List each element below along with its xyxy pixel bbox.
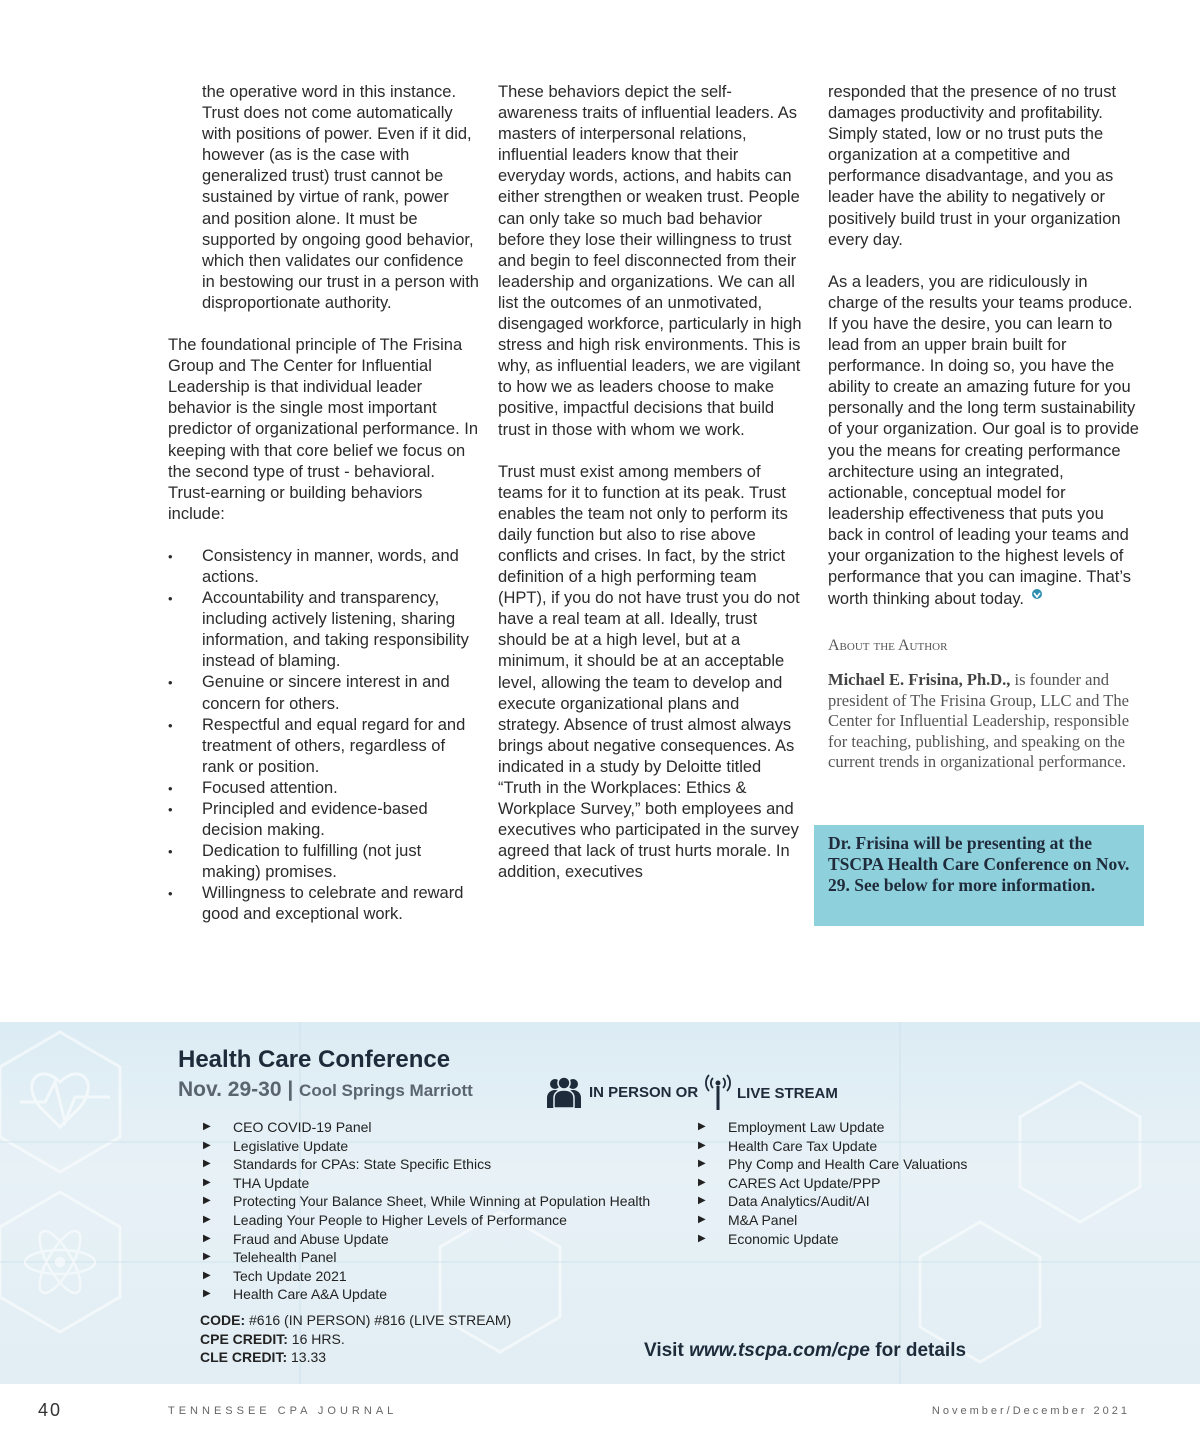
in-person-label: IN PERSON OR [589, 1083, 699, 1101]
list-item: ▶ Telehealth Panel [203, 1248, 650, 1267]
conference-date-venue [178, 1078, 473, 1102]
list-item: ▶ Legislative Update [203, 1137, 650, 1156]
list-item: ▶ Phy Comp and Health Care Valuations [698, 1155, 967, 1174]
page-footer [0, 1400, 1200, 1424]
article-paragraph: Trust must exist among members of teams for it to function at its peak. Trust enables the team not only to perform its daily function but also to rise above conflicts and crises. In fact, by the strict definition of a high performing team (HPT), if you do not have trust you do not have a real team at all. Ideally, trust should be at a high level, but at a minimum, it should be at an acceptable level, allowing the team to develop and execute organizational plans and strategy. Absence of trust almost always brings about negative consequences. As indicated in a study by Deloitte titled “Truth in the Workplaces: Ethics & Workplace Survey,” both employees and executives who participated in the survey agreed that lack of trust hurts morale. In addition, executives [498, 462, 800, 882]
article-column-2 [498, 82, 803, 883]
heart-monitor-icon [20, 1074, 110, 1127]
course-codes [200, 1311, 511, 1367]
list-item: ▶ Data Analytics/Audit/AI [698, 1192, 967, 1211]
list-item: ▶ THA Update [203, 1174, 650, 1193]
cle-credit-line: CLE CREDIT: 13.33 [200, 1349, 327, 1366]
code-line: CODE: #616 (IN PERSON) #816 (LIVE STREAM) [200, 1312, 512, 1328]
closing-text: As a leaders, you are ridiculously in charge of the results your teams produce. If you have the desire, you can learn to lead from an upper brain built for performance. In doing so, you have the ability to create an amazing future for you personally and the long term sustainability of your organization. Our goal is to provide you the means for creating performance architecture using an integrated, actionable, conceptual model for leadership effectiveness that puts you back in control of leading your teams and your organization to the highest levels of performance that you can imagine. That’s worth thinking about today. [828, 272, 1139, 609]
website-link[interactable]: www.tscpa.com/cpe [689, 1340, 870, 1361]
article-paragraph: the operative word in this instance. Trust does not come automatically with positions of power. Even if it did, however (as is the case with generalized trust) trust cannot be sustained by virtue of rank, power and position alone. It must be supported by ongoing good behavior, which then validates our confidence in bestowing our trust in a person with disproportionate authority. [202, 83, 479, 312]
article-column-3 [828, 82, 1140, 773]
list-item: ▶ Leading Your People to Higher Levels of Performance [203, 1211, 650, 1230]
conference-venue: Cool Springs Marriott [299, 1081, 473, 1100]
conference-ad [0, 1022, 1200, 1384]
conference-title: Health Care Conference [178, 1046, 451, 1073]
list-item: ▶ Tech Update 2021 [203, 1267, 650, 1286]
list-item: ▶ Economic Update [698, 1230, 967, 1249]
cpe-credit-line: CPE CREDIT: 16 HRS. [200, 1330, 345, 1347]
journal-name: TENNESSEE CPA JOURNAL [168, 1405, 398, 1417]
people-icon [545, 1074, 583, 1110]
list-item: ▶ Health Care A&A Update [203, 1285, 650, 1304]
live-stream-label: LIVE STREAM [737, 1084, 838, 1102]
trust-behaviors-list [168, 546, 480, 926]
list-item: • Genuine or sincere interest in and concern for others. [168, 672, 480, 714]
list-item: ▶ Standards for CPAs: State Specific Ethics [203, 1155, 650, 1174]
author-name: Michael E. Frisina, Ph.D., [828, 670, 1011, 690]
conference-dates: Nov. 29-30 [178, 1078, 282, 1101]
in-person-option [545, 1074, 698, 1110]
article-paragraph: The foundational principle of The Frisina Group and The Center for Influential Leadership is that individual leader behavior is the single most important predictor of organizational performance. In keeping with that core belief we focus on the second type of trust - behavioral. Trust-earning or building behaviors include: [168, 336, 479, 523]
list-item: ▶ Fraud and Abuse Update [203, 1230, 650, 1249]
session-list-left [203, 1118, 650, 1304]
live-stream-option [705, 1074, 838, 1112]
list-item: • Principled and evidence-based decision making. [168, 799, 480, 841]
list-item: ▶ CEO COVID-19 Panel [203, 1118, 650, 1137]
broadcast-tower-icon [705, 1074, 731, 1112]
list-item: • Focused attention. [168, 778, 480, 799]
visit-details: Visit www.tscpa.com/cpe for details [644, 1340, 967, 1361]
article-paragraph [828, 272, 1140, 611]
author-bio-text: is founder and president of The Frisina Group, LLC and The Center for Influential Leadership, responsible for teaching, publishing, and speaking on the current trends in organizational performance. [828, 670, 1130, 772]
conference-callout: Dr. Frisina will be presenting at the TSCPA Health Care Conference on Nov. 29. See below for more information. [814, 825, 1144, 926]
list-item: • Dedication to fulfilling (not just making) promises. [168, 841, 480, 883]
list-item: • Willingness to celebrate and reward good and exceptional work. [168, 883, 480, 925]
about-author-heading: About the Author [828, 637, 948, 655]
list-item: • Accountability and transparency, including actively listening, sharing information, and taking responsibility instead of blaming. [168, 588, 480, 672]
list-item: ▶ Health Care Tax Update [698, 1137, 967, 1156]
separator: | [281, 1078, 300, 1101]
page-number: 40 [38, 1400, 63, 1420]
author-bio [828, 670, 1140, 773]
list-item: ▶ M&A Panel [698, 1211, 967, 1230]
session-list-right [698, 1118, 967, 1248]
list-item: ▶ Protecting Your Balance Sheet, While Winning at Population Health [203, 1192, 650, 1211]
article-paragraph: responded that the presence of no trust damages productivity and profitability. Simply stated, low or no trust puts the organization at a competitive and performance disadvantage, and you as leader have the ability to negatively or positively build trust in your organization every day. [828, 83, 1121, 249]
list-item: • Respectful and equal regard for and treatment of others, regardless of rank or position. [168, 715, 480, 778]
list-item: ▶ CARES Act Update/PPP [698, 1174, 967, 1193]
article-column-1 [168, 82, 480, 926]
list-item: ▶ Employment Law Update [698, 1118, 967, 1137]
article-paragraph: These behaviors depict the self-awareness traits of influential leaders. As masters of interpersonal relations, influential leaders know that their everyday words, actions, and habits can either strengthen or weaken trust. People can only take so much bad behavior before they lose their willingness to trust and begin to feel disconnected from their leadership and organizations. We can all list the outcomes of an unmotivated, disengaged workforce, particularly in high stress and high risk environments. This is why, as influential leaders, we are vigilant to how we as leaders choose to make positive, impactful decisions that build trust in those with whom we work. [498, 83, 802, 439]
list-item: • Consistency in manner, words, and actions. [168, 546, 480, 588]
issue-date: November/December 2021 [931, 1405, 1130, 1417]
end-mark-icon [1030, 588, 1044, 602]
